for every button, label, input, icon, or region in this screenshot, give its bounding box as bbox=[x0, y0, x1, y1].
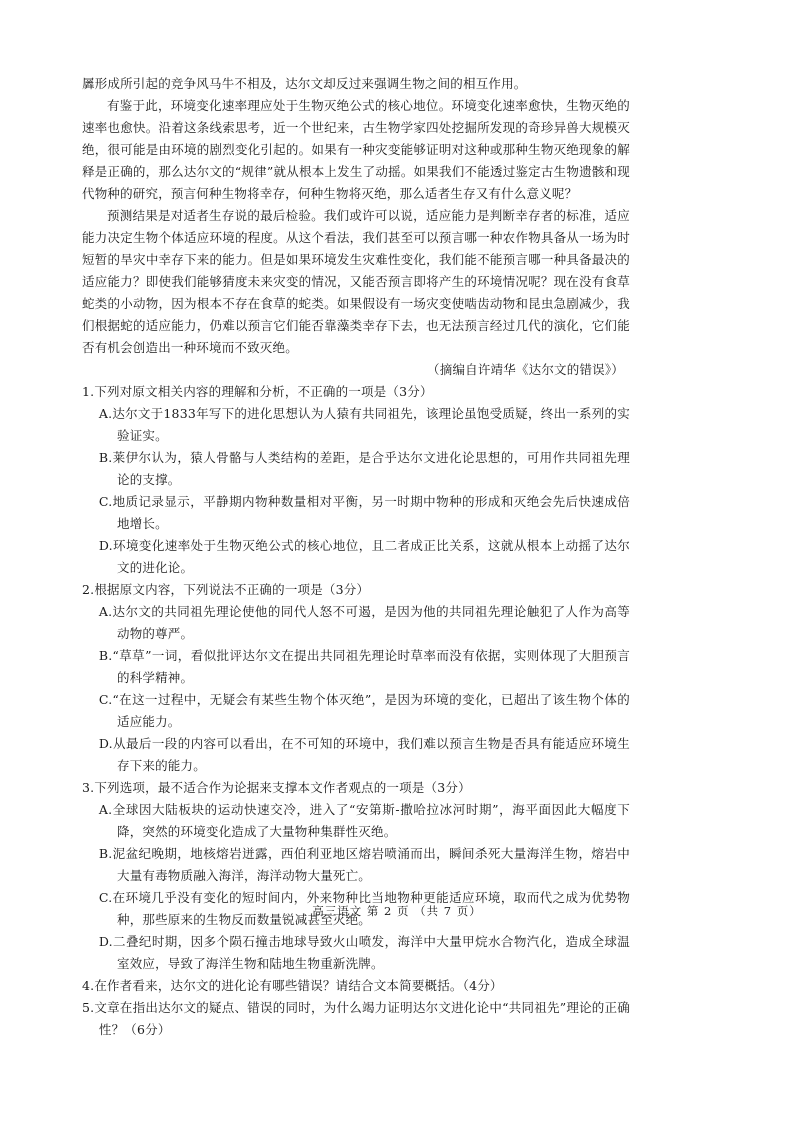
passage-paragraph-3: 预测结果是对适者生存说的最后检验。我们或许可以说，适应能力是判断幸存者的标准，适应能力决定生物个体适应环境的程度。从这个看法，我们甚至可以预言哪一种农作物具备从一场为时短暂的旱灾中幸存下来的能力。但是如果环境发生灾难性变化，我们能不能预言哪一种具备最决的适应能力？即使我们能够猜度未来灾变的情况，又能否预言即将产生的环境情况呢？现在没有食草蛇类的小动物，因为根本不存在食草的蛇类。如果假设有一场灾变使啮齿动物和昆虫急剧减少，我们根据蛇的适应能力，仍难以预言它们能否靠藻类幸存下去，也无法预言经过几代的演化，它们能否有机会创造出一种环境而不致灭绝。 bbox=[82, 208, 630, 355]
option-d: D.环境变化速率处于生物灭绝公式的核心地位，且二者成正比关系，这就从根本上动摇了达尔文的进化论。 bbox=[98, 538, 630, 575]
option-a: A.达尔文的共同祖先理论使他的同代人怒不可遏，是因为他的共同祖先理论触犯了人作为高等动物的尊严。 bbox=[98, 604, 630, 641]
reading-passage bbox=[82, 73, 630, 381]
question-5 bbox=[82, 997, 630, 1041]
question-1 bbox=[82, 381, 630, 579]
question-3 bbox=[82, 777, 630, 975]
option-a: A.全球因大陆板块的运动快速交冷，进入了“安第斯-撒哈拉冰河时期”，海平面因此大幅度下降，突然的环境变化造成了大量物种集群性灭绝。 bbox=[98, 802, 630, 839]
page-footer: 高三语文 第 2 页 （共 7 页） bbox=[312, 904, 482, 918]
question-4 bbox=[82, 975, 630, 997]
option-b: B.“草草”一词，看似批评达尔文在提出共同祖先理论时草率而没有依据，实则体现了大胆预言的科学精神。 bbox=[98, 648, 630, 685]
option-d: D.从最后一段的内容可以看出，在不可知的环境中，我们难以预言生物是否具有能适应环境生存下来的能力。 bbox=[98, 736, 630, 773]
option-c: C.地质记录显示，平静期内物种数量相对平衡，另一时期中物种的形成和灭绝会先后快速成倍地增长。 bbox=[98, 494, 630, 531]
passage-paragraph-2: 有鉴于此，环境变化速率理应处于生物灭绝公式的核心地位。环境变化速率愈快，生物灭绝的速率也愈快。沿着这条线索思考，近一个世纪来，古生物学家四处挖掘所发现的奇珍异兽大规模灭绝，很可能是由环境的剧烈变化引起的。如果有一种灾变能够证明对这种或那种生物灭绝现象的解释是正确的，那么达尔文的“规律”就从根本上发生了动摇。如果我们不能透过鉴定古生物遗骸和现代物种的研究，预言何种生物将幸存，何种生物将灭绝，那么适者生存又有什么意义呢？ bbox=[82, 98, 630, 201]
option-c: C.在环境几乎没有变化的短时间内，外来物种比当地物种更能适应环境，取而代之成为优势物种，那些原来的生物反而数量锐减甚至灭绝。 bbox=[98, 890, 630, 927]
question-stem: 2.根据原文内容，下列说法不正确的一项是（3分） bbox=[82, 582, 370, 597]
question-stem: 3.下列选项，最不适合作为论据来支撑本文作者观点的一项是（3分） bbox=[82, 780, 471, 795]
question-2 bbox=[82, 579, 630, 777]
question-stem: 1.下列对原文相关内容的理解和分析，不正确的一项是（3分） bbox=[82, 384, 433, 399]
option-b: B.莱伊尔认为，猿人骨骼与人类结构的差距，是合乎达尔文进化论思想的，可用作共同祖先理论的支撑。 bbox=[98, 450, 630, 487]
option-d: D.二叠纪时期，因多个陨石撞击地球导致火山喷发，海洋中大量甲烷水合物汽化，造成全球温室效应，导致了海洋生物和陆地生物重新洗牌。 bbox=[98, 934, 630, 971]
option-b: B.泥盆纪晚期，地核熔岩迸露，西伯利亚地区熔岩喷涌而出，瞬间杀死大量海洋生物，熔岩中大量有毒物质融入海洋，海洋动物大量死亡。 bbox=[98, 846, 630, 883]
option-c: C.“在这一过程中，无疑会有某些生物个体灭绝”，是因为环境的变化，已超出了该生物个体的适应能力。 bbox=[98, 692, 630, 729]
option-a: A.达尔文于1833年写下的进化思想认为人猿有共同祖先，该理论虽饱受质疑，终出一系列的实验证实。 bbox=[98, 406, 630, 443]
question-stem: 4.在作者看来，达尔文的进化论有哪些错误？请结合文本简要概括。（4分） bbox=[82, 978, 503, 993]
page-content bbox=[82, 73, 630, 1041]
passage-source: （摘编自许靖华《达尔文的错误》） bbox=[427, 362, 624, 377]
question-stem: 5.文章在指出达尔文的疑点、错误的同时，为什么竭力证明达尔文进化论中“共同祖先”理论的正确性？（6分） bbox=[82, 1000, 630, 1037]
passage-paragraph-1: 羼形成所引起的竞争风马牛不相及，达尔文却反过来强调生物之间的相互作用。 bbox=[82, 76, 527, 91]
